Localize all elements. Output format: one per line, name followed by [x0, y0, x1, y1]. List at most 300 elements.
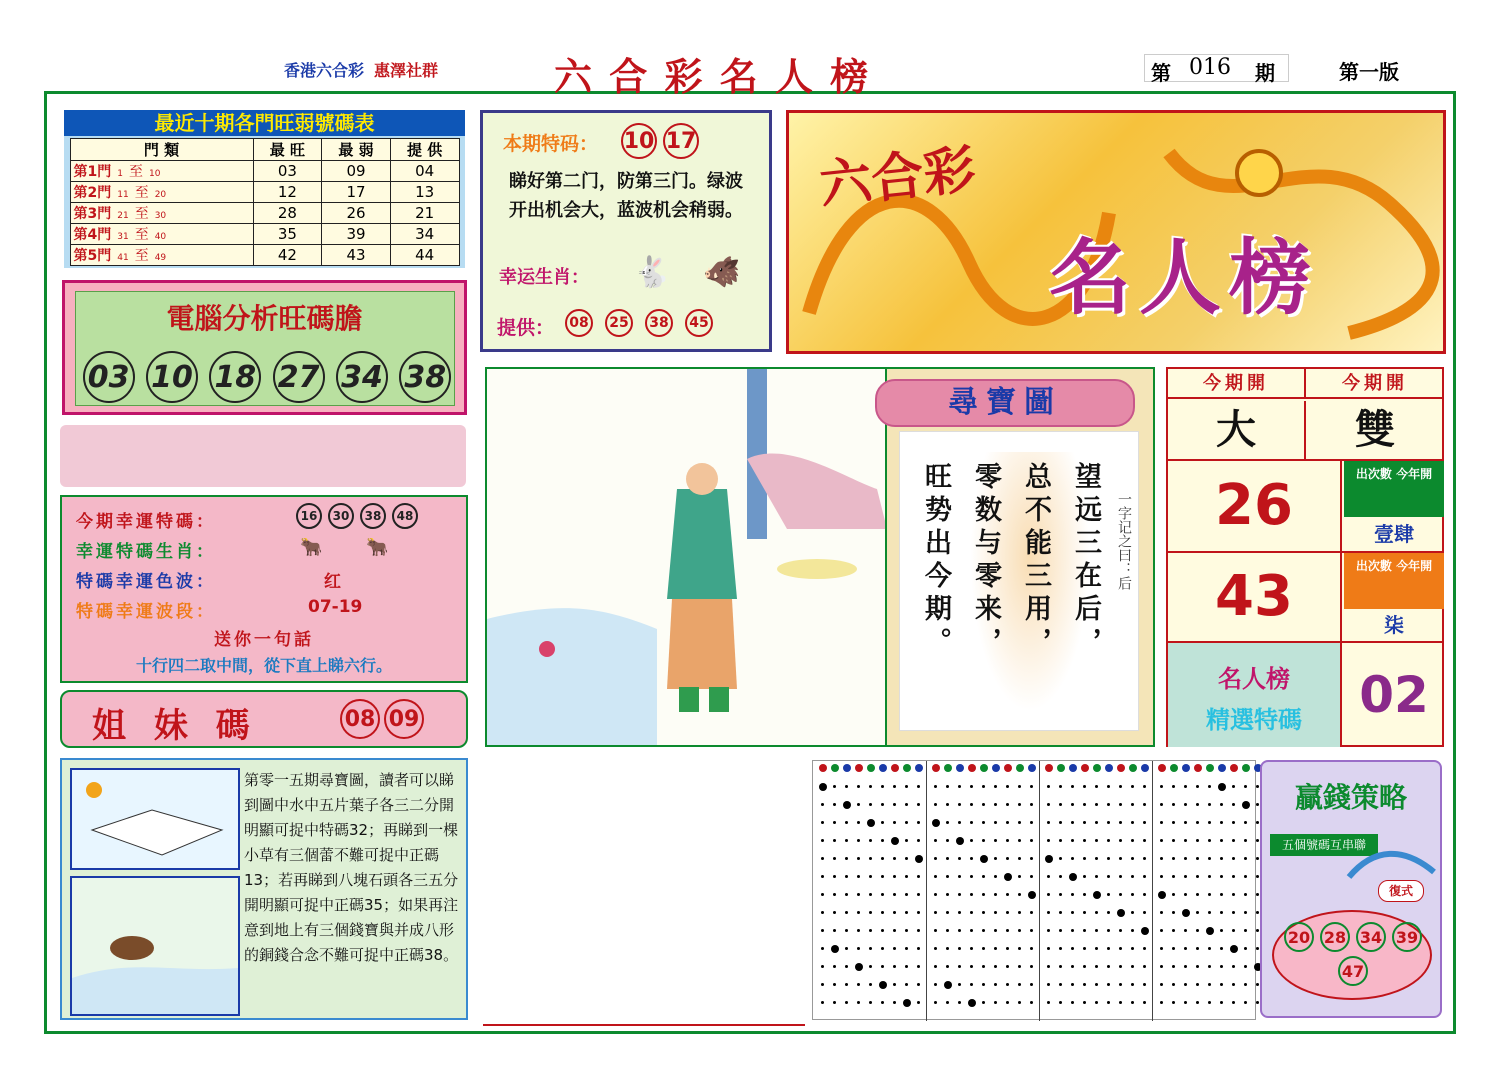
grid-dot	[905, 839, 908, 842]
grid-dot	[1143, 839, 1146, 842]
grid-dot	[1131, 857, 1134, 860]
grid-dot	[1244, 857, 1247, 860]
grid-dot	[994, 821, 997, 824]
grid-dot	[893, 947, 896, 950]
header-ball	[1206, 764, 1214, 772]
grid-dot	[1196, 983, 1199, 986]
grid-dot	[1196, 893, 1199, 896]
grid-dot	[1232, 965, 1235, 968]
sister-label: 姐 妹 碼	[92, 706, 258, 746]
book-illustration	[70, 768, 240, 870]
grid-dot	[881, 821, 884, 824]
grid-dot	[1172, 821, 1175, 824]
n2-label: 出次數 今年開	[1344, 553, 1444, 609]
grid-dot	[958, 875, 961, 878]
grid-dot	[1083, 983, 1086, 986]
grid-dot	[994, 839, 997, 842]
grid-dot	[845, 839, 848, 842]
grid-dot	[893, 965, 896, 968]
give-cell: 34	[390, 224, 459, 245]
grid-dot	[1196, 803, 1199, 806]
grid-dot	[1256, 857, 1259, 860]
grid-dot	[881, 947, 884, 950]
grid-dot	[1107, 947, 1110, 950]
cold-cell: 17	[322, 182, 391, 203]
grid-dot	[1059, 983, 1062, 986]
header-ball	[1141, 764, 1149, 772]
grid-dot	[917, 965, 920, 968]
grid-dot	[1184, 857, 1187, 860]
grid-dot	[893, 983, 896, 986]
grid-dot	[1160, 821, 1163, 824]
gate-to-word: 至	[134, 227, 149, 243]
grid-dot	[1244, 893, 1247, 896]
grid-dot	[1119, 803, 1122, 806]
grid-dot	[994, 947, 997, 950]
grid-dot	[1232, 785, 1235, 788]
grid-dot	[917, 803, 920, 806]
grid-dot	[1083, 875, 1086, 878]
grid-dot	[994, 875, 997, 878]
grid-dot	[982, 947, 985, 950]
header-ball	[1069, 764, 1077, 772]
grid-dot	[994, 857, 997, 860]
grid-dot	[1006, 857, 1009, 860]
pig-icon: 🐗	[703, 255, 741, 290]
number-ball: 27	[273, 351, 325, 403]
issue-box	[1144, 54, 1289, 85]
grid-dot	[821, 875, 824, 878]
grid-dot	[1030, 857, 1033, 860]
grid-dot	[1244, 911, 1247, 914]
grid-dot	[1059, 965, 1062, 968]
grid-dot	[915, 855, 923, 863]
head-2: 今期開	[1306, 369, 1444, 399]
grid-dot	[1131, 947, 1134, 950]
grid-dot	[833, 965, 836, 968]
grid-dot	[1059, 929, 1062, 932]
number-ball: 47	[1338, 956, 1368, 986]
grid-dot	[905, 983, 908, 986]
grid-dot	[893, 785, 896, 788]
grid-dot	[821, 983, 824, 986]
grid-dot	[946, 785, 949, 788]
grid-dot	[869, 929, 872, 932]
header-ball	[1105, 764, 1113, 772]
grid-dot	[946, 893, 949, 896]
weak-strong-table	[70, 138, 460, 266]
n1-label: 出次數 今年開	[1344, 461, 1444, 517]
grid-dot	[1095, 911, 1098, 914]
grid-dot	[905, 911, 908, 914]
grid-dot	[1047, 929, 1050, 932]
grid-dot	[1160, 911, 1163, 914]
grid-dot	[1143, 875, 1146, 878]
grid-dot	[1018, 839, 1021, 842]
grid-dot	[1131, 803, 1134, 806]
grid-dot	[1006, 965, 1009, 968]
grid-dot	[1160, 803, 1163, 806]
grid-dot	[869, 965, 872, 968]
grid-dot	[1030, 965, 1033, 968]
grid-dot	[1083, 947, 1086, 950]
grid-dot	[1071, 803, 1074, 806]
number-ball: 03	[83, 351, 135, 403]
grid-dot	[821, 821, 824, 824]
grid-dot	[1196, 947, 1199, 950]
issue-prefix: 第	[1151, 61, 1171, 85]
gate-cell	[70, 224, 253, 245]
grid-dot	[970, 785, 973, 788]
grid-dot	[1131, 965, 1134, 968]
grid-dot	[1143, 857, 1146, 860]
grid-dot	[1232, 911, 1235, 914]
grid-dot	[1071, 821, 1074, 824]
table-row	[70, 182, 459, 203]
grid-dot	[1030, 983, 1033, 986]
grid-dot	[1143, 983, 1146, 986]
grid-dot	[1184, 785, 1187, 788]
grid-dot	[958, 785, 961, 788]
grid-dot	[1018, 911, 1021, 914]
grid-dot	[1018, 803, 1021, 806]
col-header: 最 旺	[253, 139, 322, 161]
grid-dot	[1095, 947, 1098, 950]
header-ball	[1081, 764, 1089, 772]
grid-dot	[946, 1001, 949, 1004]
grid-dot	[1071, 857, 1074, 860]
grid-dot	[845, 785, 848, 788]
grid-dot	[932, 819, 940, 827]
number-ball: 39	[1392, 922, 1422, 952]
grid-dot	[1208, 1001, 1211, 1004]
grid-dot	[1018, 785, 1021, 788]
grid-dot	[970, 857, 973, 860]
grid-dot	[1107, 821, 1110, 824]
grid-dot	[1018, 857, 1021, 860]
col-header: 提 供	[390, 139, 459, 161]
grid-dot	[857, 857, 860, 860]
grid-dot	[905, 965, 908, 968]
grid-dot	[994, 983, 997, 986]
grid-dot	[1158, 891, 1166, 899]
page-title: 六 合 彩 名 人 榜	[554, 54, 871, 99]
grid-dot	[1107, 803, 1110, 806]
grid-dot	[946, 803, 949, 806]
grid-dot	[1047, 839, 1050, 842]
lucky-band: 07-19	[308, 597, 363, 617]
grid-dot	[1006, 893, 1009, 896]
ox-icon: 🐂	[366, 537, 389, 558]
grid-dot	[857, 929, 860, 932]
grid-dot	[1196, 1001, 1199, 1004]
grid-dot	[1030, 839, 1033, 842]
header-ball	[1218, 764, 1226, 772]
treasure-verse: 望远三在后，	[1070, 462, 1101, 660]
header-ball	[891, 764, 899, 772]
header-ball	[1016, 764, 1024, 772]
grid-dot	[917, 785, 920, 788]
grid-dot	[1196, 857, 1199, 860]
grid-dot	[1047, 965, 1050, 968]
grid-dot	[970, 965, 973, 968]
famous-sub: 精選特碼	[1206, 706, 1302, 734]
bird-illustration	[70, 876, 240, 1016]
cold-cell: 09	[322, 161, 391, 182]
grid-dot	[1172, 893, 1175, 896]
grid-dot	[869, 875, 872, 878]
grid-dot	[1232, 803, 1235, 806]
grid-dot	[934, 947, 937, 950]
grid-dot	[1083, 821, 1086, 824]
gate-from: 41	[117, 253, 129, 263]
number-ball: 34	[336, 351, 388, 403]
cold-cell: 39	[322, 224, 391, 245]
grid-dot	[1160, 983, 1163, 986]
number-ball: 20	[1284, 922, 1314, 952]
grid-dot	[905, 947, 908, 950]
grid-dot	[881, 785, 884, 788]
grid-dot	[833, 911, 836, 914]
grid-dot	[1242, 801, 1250, 809]
grid-dot	[1059, 821, 1062, 824]
grid-dot	[1208, 875, 1211, 878]
header-ball	[819, 764, 827, 772]
lucky-saying-title: 送你一句話	[214, 630, 314, 650]
grid-dot	[833, 893, 836, 896]
computer-panel	[62, 280, 467, 415]
grid-dot	[867, 819, 875, 827]
grid-dot	[1184, 1001, 1187, 1004]
banner-left-title: 六合彩	[816, 138, 979, 216]
col-header: 最 弱	[322, 139, 391, 161]
grid-dot	[903, 999, 911, 1007]
grid-dot	[994, 893, 997, 896]
gate-cell	[70, 182, 253, 203]
grid-divider	[1039, 761, 1040, 1021]
grid-dot	[1232, 929, 1235, 932]
gate-to: 20	[154, 190, 167, 200]
grid-dot	[1047, 983, 1050, 986]
number-ball: 08	[340, 699, 380, 739]
sister-panel	[60, 690, 468, 748]
grid-dot	[1184, 875, 1187, 878]
grid-dot	[1119, 947, 1122, 950]
grid-dot	[905, 821, 908, 824]
grid-dot	[1232, 1001, 1235, 1004]
grid-dot	[831, 945, 839, 953]
grid-dot	[946, 875, 949, 878]
grid-dot	[1232, 857, 1235, 860]
number-43: 43	[1168, 553, 1342, 641]
gate-label: 第1門	[73, 164, 112, 180]
treasure-side-note: 一字记之曰：后	[1116, 492, 1132, 590]
grid-dot	[1071, 785, 1074, 788]
grid-dot	[845, 929, 848, 932]
grid-dot	[1256, 785, 1259, 788]
grid-dot	[879, 981, 887, 989]
weak-strong-panel	[62, 108, 467, 270]
gate-from: 31	[117, 232, 129, 242]
grid-dot	[1172, 911, 1175, 914]
publisher: 香港六合彩	[284, 61, 365, 80]
strategy-sub: 五個號碼互串聯	[1270, 834, 1378, 856]
value-parity: 雙	[1355, 407, 1395, 453]
grid-dot	[934, 965, 937, 968]
grid-dot	[1244, 875, 1247, 878]
grid-dot	[1131, 875, 1134, 878]
grid-dot	[821, 803, 824, 806]
grid-dot	[946, 821, 949, 824]
special-label: 本期特码：	[503, 133, 599, 155]
number-ball: 34	[1356, 922, 1386, 952]
grid-dot	[869, 911, 872, 914]
number-26: 26	[1168, 461, 1342, 551]
grid-dot	[1218, 783, 1226, 791]
grid-dot	[917, 821, 920, 824]
grid-dot	[857, 983, 860, 986]
grid-dot	[1095, 803, 1098, 806]
grid-dot	[970, 911, 973, 914]
grid-dot	[1018, 929, 1021, 932]
grid-dot	[1047, 911, 1050, 914]
number-ball: 38	[360, 503, 386, 529]
grid-dot	[958, 893, 961, 896]
grid-dot	[917, 839, 920, 842]
grid-dot	[1030, 911, 1033, 914]
grid-dot	[1131, 893, 1134, 896]
grid-dot	[821, 965, 824, 968]
grid-dot	[833, 857, 836, 860]
grid-dot	[1256, 803, 1259, 806]
grid-dot	[869, 947, 872, 950]
strategy-title: 贏錢策略	[1294, 781, 1407, 814]
grid-dot	[893, 875, 896, 878]
grid-dot	[893, 929, 896, 932]
grid-dot	[1160, 1001, 1163, 1004]
grid-dot	[1006, 929, 1009, 932]
grid-dot	[1244, 947, 1247, 950]
famous-title: 名人榜	[1218, 665, 1290, 693]
gate-to-word: 至	[134, 248, 149, 264]
grid-dot	[1083, 911, 1086, 914]
grid-dot	[1220, 1001, 1223, 1004]
grid-dot	[934, 803, 937, 806]
number-ball: 38	[399, 351, 451, 403]
grid-dot	[1059, 947, 1062, 950]
boy-by-river-illustration	[487, 369, 887, 747]
header-ball	[968, 764, 976, 772]
grid-dot	[1004, 873, 1012, 881]
header-ball	[1242, 764, 1250, 772]
banner-main-title: 名人榜	[1049, 230, 1320, 326]
grid-dot	[1256, 821, 1259, 824]
grid-dot	[893, 803, 896, 806]
weak-strong-title: 最近十期各門旺弱號碼表	[64, 110, 465, 136]
grid-dot	[1131, 1001, 1134, 1004]
grid-dot	[1244, 929, 1247, 932]
strategy-panel	[1260, 760, 1442, 1018]
header-ball	[855, 764, 863, 772]
grid-dot	[934, 839, 937, 842]
grid-dot	[994, 965, 997, 968]
wave-ornament	[1344, 842, 1440, 882]
grid-dot	[1184, 965, 1187, 968]
grid-dot	[1095, 821, 1098, 824]
grid-dot	[934, 929, 937, 932]
gate-from: 21	[117, 211, 129, 221]
number-ball: 08	[565, 309, 593, 337]
grid-dot	[982, 893, 985, 896]
grid-dot	[1028, 891, 1036, 899]
grid-dot	[1244, 785, 1247, 788]
gate-from: 1	[117, 169, 123, 179]
grid-dot	[968, 999, 976, 1007]
grid-dot	[1160, 857, 1163, 860]
header-ball	[1194, 764, 1202, 772]
grid-dot	[1059, 803, 1062, 806]
grid-dot	[1107, 839, 1110, 842]
grid-dot	[1256, 911, 1259, 914]
grid-dot	[1059, 911, 1062, 914]
grid-dot	[833, 785, 836, 788]
grid-dot	[1160, 875, 1163, 878]
grid-dot	[1196, 821, 1199, 824]
grid-dot	[1232, 839, 1235, 842]
gate-label: 第5門	[73, 248, 112, 264]
grid-dot	[845, 821, 848, 824]
grid-dot	[958, 803, 961, 806]
grid-dot	[1059, 875, 1062, 878]
gate-cell	[70, 203, 253, 224]
grid-dot	[1083, 803, 1086, 806]
head-1: 今期開	[1168, 369, 1306, 399]
grid-dot	[1083, 965, 1086, 968]
grid-dot	[869, 785, 872, 788]
header-ball	[1182, 764, 1190, 772]
grid-dot	[1220, 965, 1223, 968]
grid-dot	[833, 929, 836, 932]
grid-dot	[905, 929, 908, 932]
grid-dot	[1107, 875, 1110, 878]
rabbit-icon: 🐇	[633, 255, 671, 290]
grid-dot	[845, 875, 848, 878]
grid-dot	[1047, 821, 1050, 824]
grid-dot	[1071, 893, 1074, 896]
grid-dot	[1107, 911, 1110, 914]
hot-cell: 03	[253, 161, 322, 182]
grid-dot	[833, 875, 836, 878]
grid-dot	[994, 803, 997, 806]
grid-dot	[1030, 821, 1033, 824]
grid-dot	[1196, 911, 1199, 914]
header-ball	[1057, 764, 1065, 772]
grid-dot	[821, 893, 824, 896]
gate-cell	[70, 161, 253, 182]
grid-dot	[934, 875, 937, 878]
grid-dot	[1143, 785, 1146, 788]
grid-dot	[1172, 785, 1175, 788]
grid-dot	[845, 983, 848, 986]
grid-dot	[970, 947, 973, 950]
grid-dot	[1006, 821, 1009, 824]
header-ball	[1158, 764, 1166, 772]
grid-dot	[1119, 1001, 1122, 1004]
number-ball: 10	[146, 351, 198, 403]
grid-dot	[1256, 875, 1259, 878]
grid-dot	[845, 947, 848, 950]
grid-dot	[1047, 893, 1050, 896]
